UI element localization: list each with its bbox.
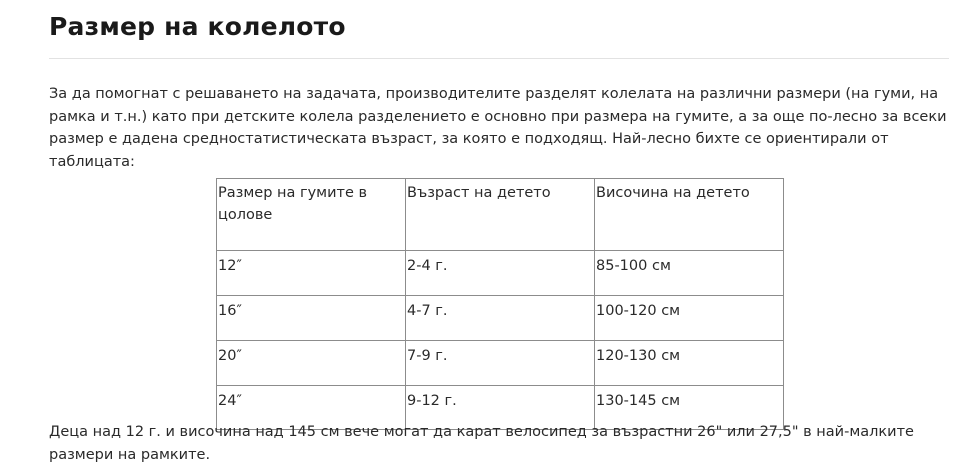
table-row <box>217 251 784 296</box>
header-tire-size: Размер на гумите в цолове <box>217 179 406 251</box>
cell-tire-size: 20″ <box>217 341 406 386</box>
table-row <box>217 341 784 386</box>
cell-child-height: 85-100 см <box>595 251 784 296</box>
cell-tire-size: 16″ <box>217 296 406 341</box>
cell-tire-size: 24″ <box>217 386 406 430</box>
title-divider <box>49 58 949 59</box>
page-title: Размер на колелото <box>49 12 346 41</box>
size-table <box>216 178 784 430</box>
table-header-row <box>217 179 784 251</box>
cell-child-age: 4-7 г. <box>406 296 595 341</box>
table-row <box>217 296 784 341</box>
cell-child-height: 130-145 см <box>595 386 784 430</box>
cell-tire-size: 12″ <box>217 251 406 296</box>
header-child-age: Възраст на детето <box>406 179 595 251</box>
intro-paragraph: За да помогнат с решаването на задачата, производителите разделят колелата на различни размери (на гуми, на рамка и т.н.) като при детските колела разделението е основно при размера на гумите, а за още по-лесно за всеки размер е дадена средностатистическата възраст, за която е подходящ. Най-лесно бихте се ориентирали от таблицата: <box>49 86 947 170</box>
header-child-height: Височина на детето <box>595 179 784 251</box>
cell-child-age: 7-9 г. <box>406 341 595 386</box>
cell-child-height: 120-130 см <box>595 341 784 386</box>
outro-paragraph: Деца над 12 г. и височина над 145 см вече могат да карат велосипед за възрастни 26" или 27,5" в най-малките размери на рамките. <box>49 424 914 463</box>
cell-child-age: 2-4 г. <box>406 251 595 296</box>
cell-child-age: 9-12 г. <box>406 386 595 430</box>
cell-child-height: 100-120 см <box>595 296 784 341</box>
